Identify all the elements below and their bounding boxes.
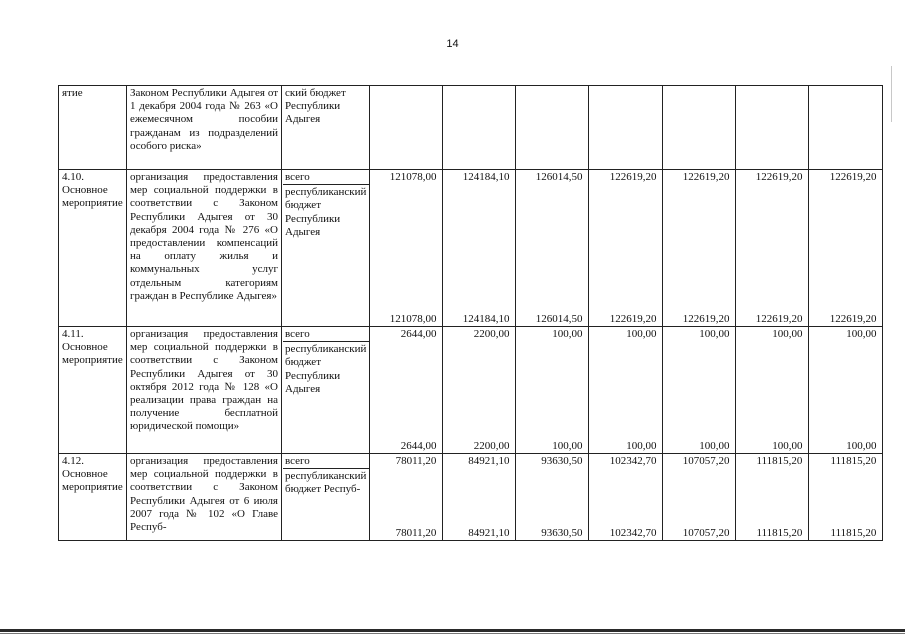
total-value: 111815,20 <box>830 455 877 467</box>
budget-value: 124184,10 <box>462 312 510 325</box>
value-cell <box>370 170 443 327</box>
budget-value: 107057,20 <box>682 526 730 539</box>
table-row <box>59 170 883 327</box>
value-cell <box>589 454 663 541</box>
total-value: 2200,00 <box>473 328 510 340</box>
value-cell <box>663 327 736 454</box>
budget-value: 100,00 <box>699 439 730 452</box>
total-value: 121078,00 <box>389 171 437 183</box>
description-cell: Законом Республики Адыгея от 1 декабря 2004 года № 263 «О ежемесячном пособии гражданам из подразделений особого риска» <box>127 86 282 170</box>
source-budget-label: республиканский бюджет Республики Адыгея <box>283 341 369 396</box>
value-cell <box>809 86 883 170</box>
value-cell <box>443 327 516 454</box>
total-value: 126014,50 <box>535 171 583 183</box>
funding-source-cell: ский бюджет Республики Адыгея <box>282 86 370 170</box>
total-value: 2644,00 <box>400 328 437 340</box>
program-table <box>58 85 883 541</box>
table-row <box>59 86 883 170</box>
value-cell <box>370 86 443 170</box>
activity-cell: 4.10. Основное мероприятие <box>59 170 127 327</box>
value-cell <box>516 454 589 541</box>
budget-value: 100,00 <box>626 439 657 452</box>
value-cell <box>736 170 809 327</box>
budget-value: 111815,20 <box>756 526 803 539</box>
total-value: 124184,10 <box>462 171 510 183</box>
value-cell <box>370 327 443 454</box>
budget-value: 2200,00 <box>473 439 510 452</box>
budget-value: 102342,70 <box>609 526 657 539</box>
total-value: 122619,20 <box>829 171 877 183</box>
total-value: 93630,50 <box>541 455 583 467</box>
total-value: 100,00 <box>699 328 730 340</box>
value-cell <box>663 454 736 541</box>
budget-value: 100,00 <box>846 439 877 452</box>
value-cell <box>809 170 883 327</box>
budget-value: 100,00 <box>552 439 583 452</box>
budget-value: 78011,20 <box>395 526 437 539</box>
description-cell: организация предоставления мер социальной поддержки в соответствии с Законом Республики Адыгея от 30 октября 2012 года № 128 «О реализации права граждан на получение бесплатной юридической помощи» <box>127 327 282 454</box>
value-cell <box>443 454 516 541</box>
value-cell <box>736 86 809 170</box>
scan-bottom-edge <box>0 629 905 632</box>
value-cell <box>736 327 809 454</box>
budget-value: 122619,20 <box>609 312 657 325</box>
source-total-label: всего <box>285 328 310 340</box>
table-row <box>59 454 883 541</box>
budget-value: 111815,20 <box>830 526 877 539</box>
value-cell <box>589 170 663 327</box>
value-cell <box>370 454 443 541</box>
activity-cell: ятие <box>59 86 127 170</box>
total-value: 100,00 <box>846 328 877 340</box>
total-value: 84921,10 <box>468 455 510 467</box>
total-value: 100,00 <box>552 328 583 340</box>
value-cell <box>443 170 516 327</box>
budget-value: 100,00 <box>772 439 803 452</box>
budget-value: 122619,20 <box>755 312 803 325</box>
description-cell: организация предоставления мер социальной поддержки в соответствии с Законом Республики Адыгея от 30 декабря 2004 года № 276 «О предоставлении компенсаций на оплату жилья и коммунальных услуг отдельным категориям граждан в Республике Адыгея» <box>127 170 282 327</box>
value-cell <box>809 454 883 541</box>
value-cell <box>809 327 883 454</box>
funding-source-cell <box>282 454 370 541</box>
funding-source-cell <box>282 327 370 454</box>
value-cell <box>516 86 589 170</box>
source-budget-label: республиканский бюджет Республики Адыгея <box>283 184 369 239</box>
budget-value: 2644,00 <box>400 439 437 452</box>
funding-source-cell <box>282 170 370 327</box>
total-value: 122619,20 <box>755 171 803 183</box>
total-value: 122619,20 <box>682 171 730 183</box>
total-value: 111815,20 <box>756 455 803 467</box>
total-value: 122619,20 <box>609 171 657 183</box>
table-row <box>59 327 883 454</box>
total-value: 100,00 <box>626 328 657 340</box>
budget-value: 122619,20 <box>682 312 730 325</box>
budget-value: 121078,00 <box>389 312 437 325</box>
value-cell <box>589 327 663 454</box>
budget-value: 126014,50 <box>535 312 583 325</box>
total-value: 78011,20 <box>395 455 437 467</box>
activity-cell: 4.12. Основное мероприятие <box>59 454 127 541</box>
source-total-label: всего <box>285 171 310 183</box>
activity-cell: 4.11. Основное мероприятие <box>59 327 127 454</box>
budget-value: 122619,20 <box>829 312 877 325</box>
value-cell <box>663 170 736 327</box>
source-budget-label: республиканский бюджет Респуб- <box>283 468 369 496</box>
value-cell <box>516 170 589 327</box>
description-cell: организация предоставления мер социальной поддержки в соответствии с Законом Республики Адыгея от 6 июля 2007 года № 102 «О Главе Респуб- <box>127 454 282 541</box>
value-cell <box>589 86 663 170</box>
scan-bottom-edge-shadow <box>0 633 905 634</box>
value-cell <box>736 454 809 541</box>
budget-value: 84921,10 <box>468 526 510 539</box>
total-value: 107057,20 <box>682 455 730 467</box>
total-value: 102342,70 <box>609 455 657 467</box>
value-cell <box>663 86 736 170</box>
value-cell <box>516 327 589 454</box>
page-number: 14 <box>446 38 459 50</box>
scan-edge-mark <box>891 66 892 122</box>
source-total-label: всего <box>285 455 310 467</box>
total-value: 100,00 <box>772 328 803 340</box>
value-cell <box>443 86 516 170</box>
budget-value: 93630,50 <box>541 526 583 539</box>
